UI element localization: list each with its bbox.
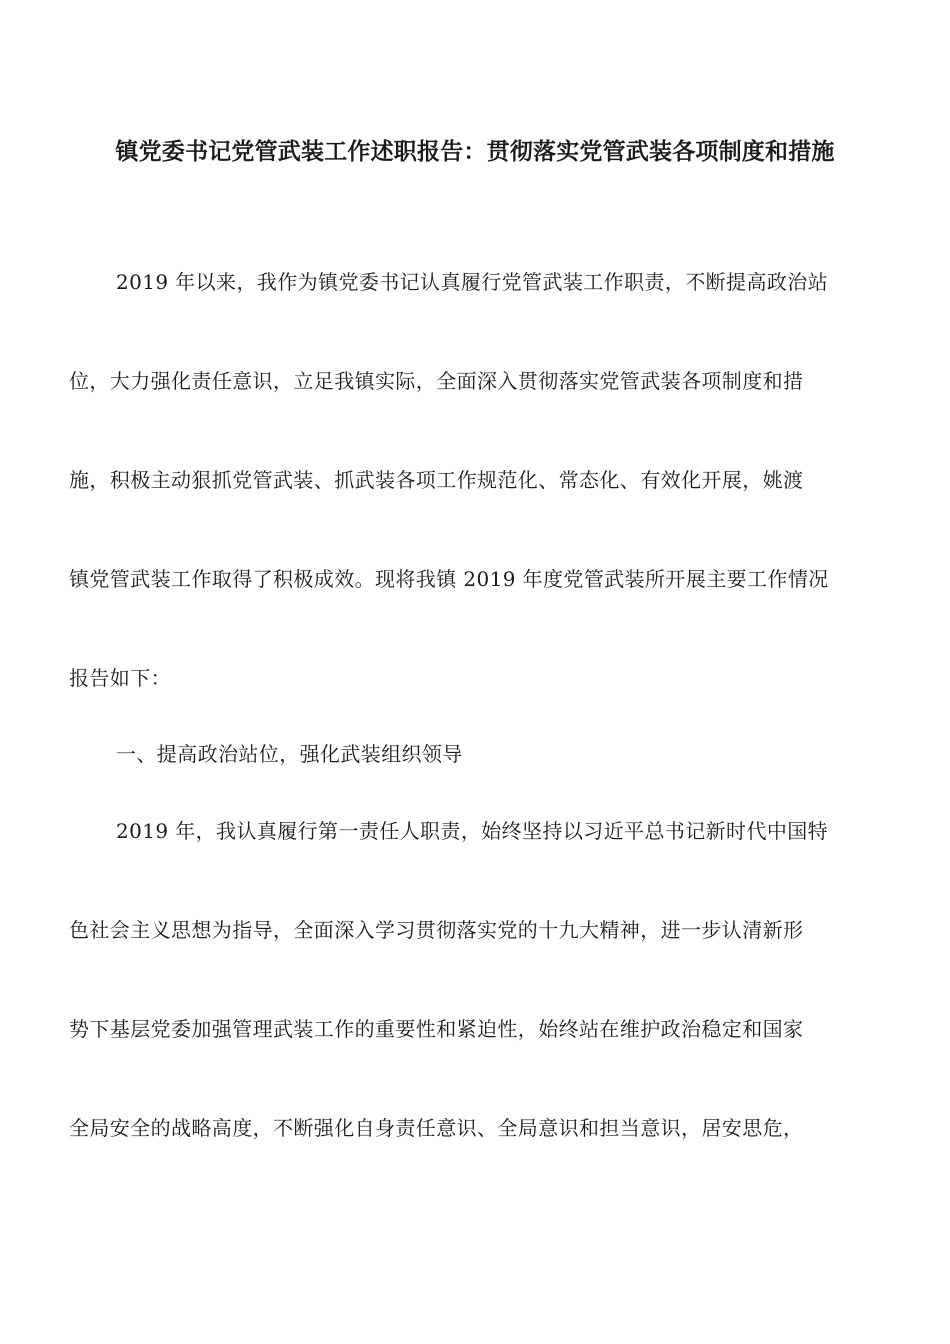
document-title: 镇党委书记党管武装工作述职报告：贯彻落实党管武装各项制度和措施 xyxy=(115,138,835,165)
paragraph-line: 色社会主义思想为指导，全面深入学习贯彻落实党的十九大精神，进一步认清新形 xyxy=(69,918,804,942)
paragraph-line: 全局安全的战略高度，不断强化自身责任意识、全局意识和担当意识，居安思危， xyxy=(69,1116,804,1140)
section-heading: 一、提高政治站位，强化武装组织领导 xyxy=(116,742,463,766)
paragraph-line: 镇党管武装工作取得了积极成效。现将我镇 2019 年度党管武装所开展主要工作情况 xyxy=(69,567,829,591)
paragraph-line: 势下基层党委加强管理武装工作的重要性和紧迫性，始终站在维护政治稳定和国家 xyxy=(69,1017,804,1041)
paragraph-line: 报告如下： xyxy=(69,666,171,690)
paragraph-line: 位，大力强化责任意识，立足我镇实际，全面深入贯彻落实党管武装各项制度和措 xyxy=(69,369,804,393)
paragraph-line: 施，积极主动狠抓党管武装、抓武装各项工作规范化、常态化、有效化开展，姚渡 xyxy=(69,468,804,492)
paragraph-line: 2019 年，我认真履行第一责任人职责，始终坚持以习近平总书记新时代中国特 xyxy=(116,819,829,843)
paragraph-line: 2019 年以来，我作为镇党委书记认真履行党管武装工作职责，不断提高政治站 xyxy=(116,270,829,294)
